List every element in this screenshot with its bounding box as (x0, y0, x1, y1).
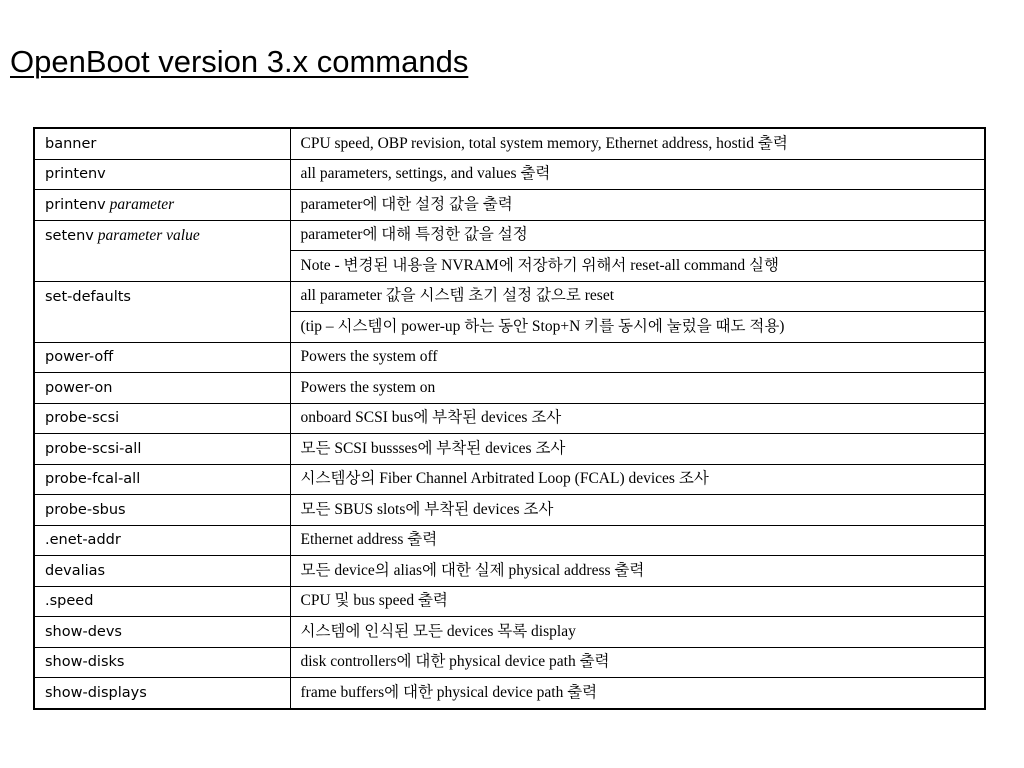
description-cell (290, 251, 985, 282)
description-cell (290, 647, 985, 678)
description-text: parameter에 대한 설정 값을 출력 (300, 195, 513, 213)
command-name: probe-fcal-all (45, 471, 141, 488)
table-row (34, 495, 985, 526)
command-cell (34, 159, 290, 190)
description-text: CPU 및 bus speed 출력 (300, 592, 448, 610)
description-text: 모든 SCSI bussses에 부착된 devices 조사 (300, 439, 566, 457)
description-cell (290, 281, 985, 312)
description-text: all parameter 값을 시스템 초기 설정 값으로 reset (300, 287, 615, 305)
table-row (34, 434, 985, 465)
command-name: probe-scsi-all (45, 440, 142, 457)
description-text: frame buffers에 대한 physical device path 출력 (300, 683, 598, 701)
table-row (34, 128, 985, 159)
description-cell (290, 434, 985, 465)
command-cell (34, 525, 290, 556)
command-name: probe-scsi (45, 410, 120, 427)
command-parameter: parameter value (97, 226, 200, 244)
command-cell (34, 617, 290, 648)
command-name: devalias (45, 562, 106, 579)
command-cell (34, 342, 290, 373)
description-cell (290, 464, 985, 495)
description-text: Powers the system on (300, 378, 436, 396)
table-row (34, 647, 985, 678)
command-cell (34, 190, 290, 221)
table-row (34, 281, 985, 312)
command-cell (34, 281, 290, 342)
page-title: OpenBoot version 3.x commands (10, 44, 469, 79)
description-text: 모든 device의 alias에 대한 실제 physical address 출력 (300, 561, 645, 579)
description-text: Powers the system off (300, 348, 438, 366)
description-cell (290, 525, 985, 556)
description-text: parameter에 대해 특정한 값을 설정 (300, 226, 528, 244)
description-cell (290, 342, 985, 373)
table-row (34, 525, 985, 556)
table-row (34, 586, 985, 617)
table-row (34, 403, 985, 434)
description-cell (290, 586, 985, 617)
command-name: show-displays (45, 684, 147, 701)
description-text: Ethernet address 출력 (300, 531, 438, 549)
command-name: .enet-addr (45, 532, 121, 549)
command-name: banner (45, 135, 97, 152)
table-row (34, 464, 985, 495)
command-name: printenv (45, 166, 106, 183)
command-name: set-defaults (45, 288, 131, 305)
description-cell (290, 678, 985, 709)
table-row (34, 556, 985, 587)
description-cell (290, 220, 985, 251)
description-text: 시스템에 인식된 모든 devices 목록 display (300, 622, 576, 640)
commands-table-body (34, 128, 985, 709)
command-cell (34, 403, 290, 434)
description-cell (290, 128, 985, 159)
table-row (34, 342, 985, 373)
description-text: disk controllers에 대한 physical device path 출력 (300, 653, 610, 671)
command-cell (34, 464, 290, 495)
description-cell (290, 159, 985, 190)
table-row (34, 220, 985, 251)
command-cell (34, 128, 290, 159)
command-name: show-disks (45, 654, 125, 671)
command-name: power-on (45, 379, 113, 396)
command-name: power-off (45, 349, 114, 366)
command-cell (34, 586, 290, 617)
command-cell (34, 434, 290, 465)
table-row (34, 159, 985, 190)
command-name: printenv (45, 196, 106, 213)
description-text: 모든 SBUS slots에 부착된 devices 조사 (300, 500, 554, 518)
description-cell (290, 617, 985, 648)
description-cell (290, 190, 985, 221)
command-name: show-devs (45, 623, 122, 640)
command-cell (34, 373, 290, 404)
table-row (34, 373, 985, 404)
table-row (34, 617, 985, 648)
table-row (34, 190, 985, 221)
command-cell (34, 220, 290, 281)
commands-table (33, 127, 986, 710)
description-cell (290, 373, 985, 404)
description-text: 시스템상의 Fiber Channel Arbitrated Loop (FCAL) devices 조사 (300, 470, 709, 488)
description-text: CPU speed, OBP revision, total system memory, Ethernet address, hostid 출력 (300, 134, 788, 152)
description-text: all parameters, settings, and values 출력 (300, 165, 551, 183)
command-parameter: parameter (109, 195, 175, 213)
command-cell (34, 556, 290, 587)
description-cell (290, 495, 985, 526)
description-text: onboard SCSI bus에 부착된 devices 조사 (300, 409, 562, 427)
command-name: setenv (45, 227, 94, 244)
command-name: .speed (45, 593, 94, 610)
description-cell (290, 403, 985, 434)
command-name: probe-sbus (45, 501, 126, 518)
description-text: Note - 변경된 내용을 NVRAM에 저장하기 위해서 reset-all command 실행 (300, 256, 779, 274)
description-cell (290, 556, 985, 587)
command-cell (34, 495, 290, 526)
table-row (34, 678, 985, 709)
command-cell (34, 678, 290, 709)
description-cell (290, 312, 985, 343)
description-text: (tip – 시스템이 power-up 하는 동안 Stop+N 키를 동시에 눌렀을 때도 적용) (300, 317, 785, 335)
command-cell (34, 647, 290, 678)
